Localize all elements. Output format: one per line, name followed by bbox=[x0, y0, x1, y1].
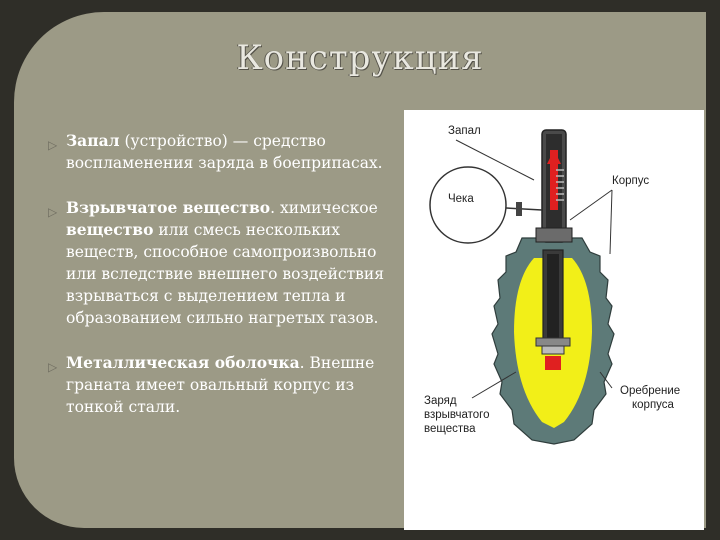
bullet-item-fuse bbox=[48, 130, 398, 174]
detonator-cap bbox=[545, 356, 561, 370]
bullet-item-explosive bbox=[48, 197, 398, 329]
bullet-text: . Внешне граната имеет овальный корпус из тонкой стали. bbox=[66, 354, 375, 416]
bullet-marker-icon: ▷ bbox=[48, 205, 58, 219]
bullet-text: (устройство) — средство воспламенения заряда в боеприпасах. bbox=[66, 132, 383, 172]
grenade-diagram bbox=[404, 110, 704, 530]
label-charge-3: вещества bbox=[424, 423, 476, 435]
label-ribbing-1: Оребрение bbox=[620, 385, 681, 397]
fuse-channel bbox=[547, 254, 559, 342]
bullet-marker-icon: ▷ bbox=[48, 138, 58, 152]
pin-clip bbox=[516, 202, 522, 216]
bullet-list bbox=[48, 130, 398, 441]
fuse-collar bbox=[536, 338, 570, 346]
label-charge-1: Заряд bbox=[424, 395, 457, 407]
bullet-marker-icon: ▷ bbox=[48, 360, 58, 374]
bullet-term: Металлическая оболочка bbox=[66, 353, 300, 372]
bullet-text: . химическое bbox=[270, 199, 378, 217]
label-fuse: Запал bbox=[448, 125, 481, 137]
fuse-ring bbox=[542, 346, 564, 354]
label-pin: Чека bbox=[448, 193, 474, 205]
bullet-term: Запал bbox=[66, 131, 120, 150]
fuse-base bbox=[536, 228, 572, 242]
label-ribbing-2: корпуса bbox=[632, 399, 674, 411]
bullet-text: или смесь нескольких веществ, способное самопроизвольно или вследствие внешнего воздействия взрываться с выделением тепла и образованием сильно нагретых газов. bbox=[66, 221, 384, 327]
label-charge-2: взрывчатого bbox=[424, 409, 490, 421]
bullet-item-shell bbox=[48, 352, 398, 418]
bullet-term: вещество bbox=[66, 220, 154, 239]
slide-title: Конструкция bbox=[236, 38, 484, 78]
bullet-term: Взрывчатое вещество bbox=[66, 198, 271, 217]
label-body: Корпус bbox=[612, 175, 650, 187]
